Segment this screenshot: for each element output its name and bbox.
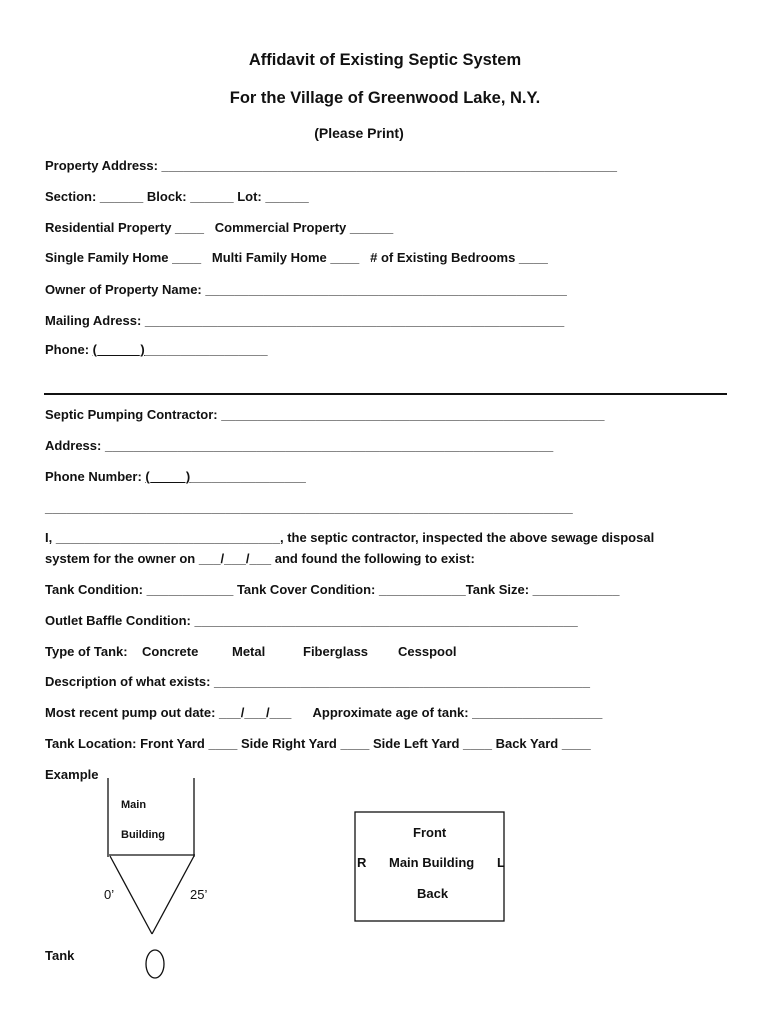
tank-type-label: Type of Tank: [45,644,128,659]
home-type-field[interactable]: Single Family Home ____ Multi Family Home ____ # of Existing Bedrooms ____ [45,250,548,265]
pump-out-age-field[interactable]: Most recent pump out date: ___/___/___ Approximate age of tank: __________________ [45,705,603,720]
box-front-label: Front [413,825,447,840]
example-building-text-1: Main [121,799,147,811]
tank-type-metal[interactable]: Metal [232,644,266,659]
box-l-label: L [497,855,505,870]
contractor-area-code-blank[interactable]: (_____) [145,469,191,484]
contractor-name-field[interactable]: Septic Pumping Contractor: _____________________________________________________ [45,407,605,422]
box-main-building-label: Main Building [389,855,475,870]
contractor-address-field[interactable]: Address: ______________________________________________________________ [45,438,554,453]
distance-25-label: 25’ [190,887,208,902]
property-address-field[interactable]: Property Address: _______________________________________________________________ [45,158,618,173]
owner-name-field[interactable]: Owner of Property Name: __________________________________________________ [45,282,567,297]
phone-label: Phone: [45,342,93,357]
description-field[interactable]: Description of what exists: ____________________________________________________ [45,674,590,689]
contractor-extra-line[interactable]: _________________________________________________________________________ [45,500,573,515]
contractor-phone-number-blank[interactable]: ________________ [190,469,306,484]
example-building-text-2: Building [121,829,165,841]
tank-type-cesspool[interactable]: Cesspool [398,644,457,659]
inspection-statement-line2[interactable]: system for the owner on ___/___/___ and found the following to exist: [45,551,475,566]
tank-condition-field[interactable]: Tank Condition: ____________ Tank Cover Condition: ____________Tank Size: ____________ [45,582,620,597]
box-back-label: Back [417,886,449,901]
section-block-lot-field[interactable]: Section: ______ Block: ______ Lot: ______ [45,189,309,204]
form-subtitle: For the Village of Greenwood Lake, N.Y. [229,89,541,107]
tank-label: Tank [45,948,75,963]
tank-type-concrete[interactable]: Concrete [142,644,199,659]
phone-number-blank[interactable]: _________________ [144,342,268,357]
print-instruction: (Please Print) [314,125,404,141]
tank-type-fiberglass[interactable]: Fiberglass [303,644,369,659]
distance-zero-label: 0’ [104,887,115,902]
inspection-statement-line1[interactable]: I, _______________________________, the septic contractor, inspected the above sewage disposal [45,530,655,545]
form-title: Affidavit of Existing Septic System [248,51,522,69]
outlet-baffle-field[interactable]: Outlet Baffle Condition: _____________________________________________________ [45,613,578,628]
mailing-address-field[interactable]: Mailing Adress: __________________________________________________________ [45,313,565,328]
tank-location-field[interactable]: Tank Location: Front Yard ____ Side Right Yard ____ Side Left Yard ____ Back Yard ____ [45,736,591,751]
contractor-phone-label: Phone Number: [45,469,146,484]
example-label: Example [45,767,99,782]
box-r-label: R [357,855,367,870]
area-code-blank[interactable]: (______) [92,342,145,357]
property-type-field[interactable]: Residential Property ____ Commercial Property ______ [45,220,394,235]
